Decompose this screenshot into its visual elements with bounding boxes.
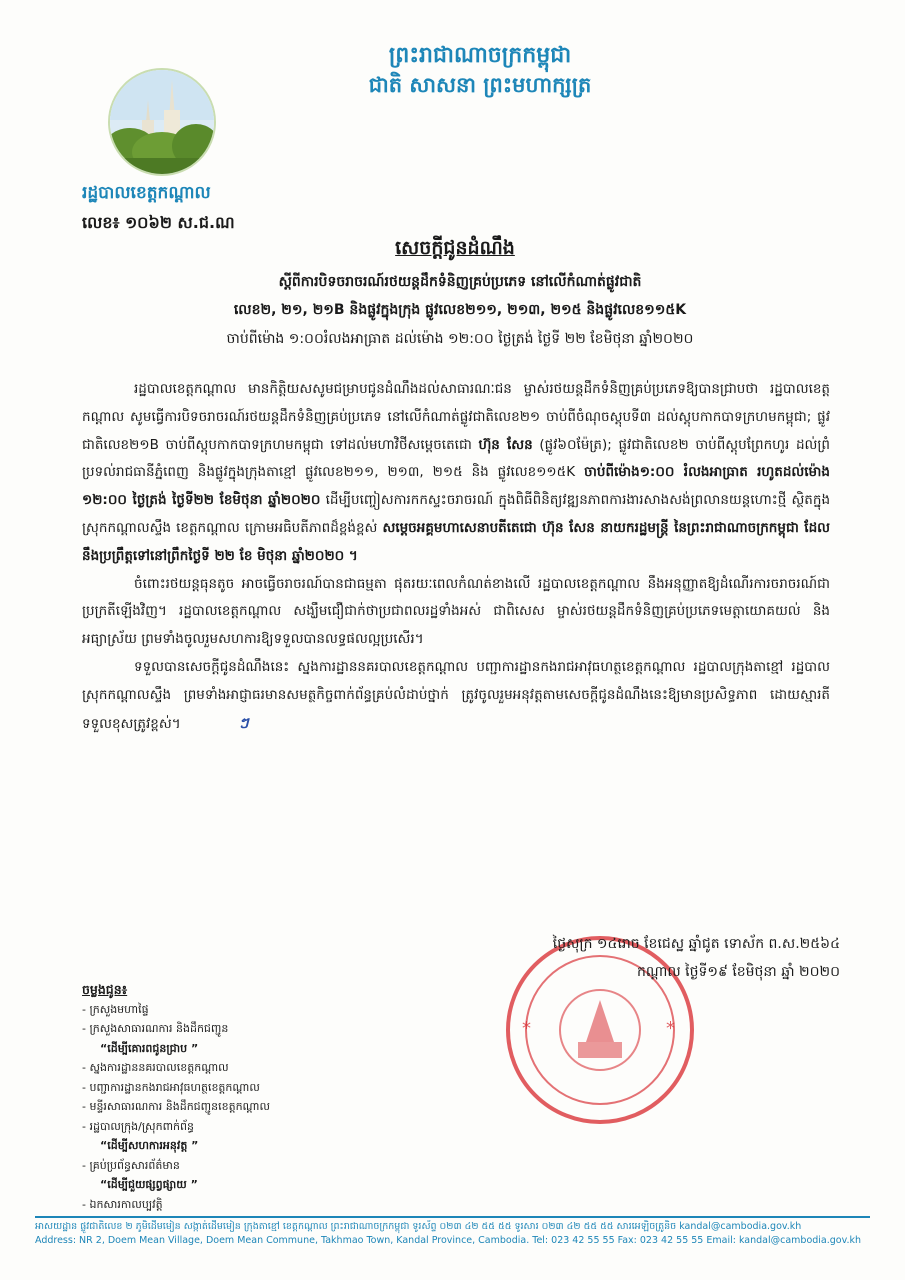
p1-bold-name: ហ៊ុន សែន bbox=[478, 436, 533, 453]
kingdom-name: ព្រះរាជាណាចក្រកម្ពុជា bbox=[388, 42, 572, 68]
paragraph-2: ចំពោះរថយន្តធុនតូច អាចធ្វើចរាចរណ៍បានជាធម្មតា ផុតរយៈពេលកំណត់ខាងលើ រដ្ឋបាលខេត្តកណ្ដាល នឹងអនុញ្ញាតឱ្យដំណើរការចរាចរណ៍ជាប្រក្រតីឡើងវិញ។ រដ្ឋបាលខេត្តកណ្ដាល សង្ឃឹមជឿជាក់ថាប្រជាពលរដ្ឋទាំងអស់ ជាពិសេស ម្ចាស់រថយន្តដឹកទំនិញគ្រប់ប្រភេទមេត្តាយោគយល់ និងអធ្យាស្រ័យ ព្រមទាំងចូលរួមសហការឱ្យទទួលបានលទ្ធផលល្អប្រសើរ។ bbox=[82, 575, 830, 648]
p1-bold-time: ចាប់ពីម៉ោង១:០០ រំលងអាធ្រាត រហូតដល់ម៉ោង ១២:០០ ថ្ងៃត្រង់ ថ្ងៃទី២២ ខែមិថុនា ឆ្នាំ២០២០ bbox=[82, 464, 830, 509]
kingdom-motto bbox=[330, 40, 630, 100]
footer-divider bbox=[35, 1216, 870, 1218]
p1-bold-presider: សម្ដេចអគ្គមហាសេនាបតីតេជោ ហ៊ុន សែន នាយករដ្ឋមន្ត្រី នៃព្រះរាជាណាចក្រកម្ពុជា ដែលនឹងប្រព្រឹត្តទៅនៅព្រឹកថ្ងៃទី ២២ ខែ មិថុនា ឆ្នាំ២០២០ ។ bbox=[82, 519, 830, 564]
pagoda-logo-icon bbox=[110, 70, 214, 174]
solar-date: កណ្ដាល ថ្ងៃទី១៩ ខែមិថុនា ឆ្នាំ ២០២០ bbox=[636, 964, 840, 980]
footer-address bbox=[35, 1220, 870, 1248]
distribution-item: - ក្រសួងមហាផ្ទៃ bbox=[82, 1000, 412, 1020]
p1-text-2: (ផ្លូវ៦០ម៉ែត្រ); ផ្លូវជាតិលេខ២ ចាប់ពីស្តុបព្រែកហូរ ដល់ព្រំប្រទល់រាជធានីភ្នំពេញ និងផ្លូវក្នុងក្រុងតាខ្មៅ ផ្លូវលេខ២១១, ២១៣, ២១៥ និង ផ្លូវលេខ១១៥K bbox=[82, 436, 830, 481]
notice-subject bbox=[120, 268, 800, 324]
distribution-item: - ស្នងការដ្ឋាននគរបាលខេត្តកណ្ដាល bbox=[82, 1058, 412, 1078]
lunar-date: ថ្ងៃសុក្រ ១៤រោច ខែជេស្ឋ ឆ្នាំជូត ទោស័ក ព.ស.២៥៦៤ bbox=[552, 936, 840, 952]
initial-mark: ៗ bbox=[238, 713, 249, 732]
paragraph-1 bbox=[82, 376, 830, 571]
distribution-note: “ ដើម្បីជួយផ្សព្វផ្សាយ ” bbox=[82, 1175, 412, 1195]
notice-title: សេចក្ដីជូនដំណឹង bbox=[395, 237, 515, 259]
svg-text:*: * bbox=[522, 1018, 531, 1039]
p1-text-1: រដ្ឋបាលខេត្តកណ្ដាល មានកិត្តិយសសូមជម្រាបជូនដំណឹងដល់សាធារណៈជន ម្ចាស់រថយន្តដឹកទំនិញគ្រប់ប្រភេទឱ្យបានជ្រាបថា រដ្ឋបាលខេត្តកណ្ដាល សូមធ្វើការបិទចរាចរណ៍រថយន្តដឹកទំនិញគ្រប់ប្រភេទ នៅលើកំណាត់ផ្លូវជាតិលេខ២១ ចាប់ពីចំណុចស្តុបទី៣ ដល់ស្តុបកាកបាទក្រហមកម្ពុជា; ផ្លូវជាតិលេខ២១B ចាប់ពីស្តុបកាកបាទក្រហមកម្ពុជា ទៅដល់មហាវិថីសម្ដេចតេជោ bbox=[82, 381, 830, 453]
distribution-item: - គ្រប់ប្រព័ន្ធសារព័ត៌មាន bbox=[82, 1156, 412, 1176]
paragraph-3 bbox=[82, 654, 830, 738]
p1-text-3: ដើម្បីបញ្ចៀសការកកស្ទះចរាចរណ៍ ក្នុងពិធីពិនិត្យវឌ្ឍនភាពការងារសាងសង់ព្រលានយន្តហោះថ្មី ស្ថិតក្នុងស្រុកកណ្ដាលស្ទឹង ខេត្តកណ្ដាល ក្រោមអធិបតីភាពដ៏ខ្ពង់ខ្ពស់ bbox=[82, 492, 831, 536]
distribution-note: “ ដើម្បីគោរពជូនជ្រាប ” bbox=[82, 1039, 412, 1059]
footer-address-khmer: អាសយដ្ឋាន ផ្លូវជាតិលេខ ២ ភូមិដើមមៀន សង្កាត់ដើមមៀន ក្រុងតាខ្មៅ ខេត្តកណ្ដាល ព្រះរាជាណាចក្រកម្ពុជា ទូរស័ព្ទ ០២៣ ៤២ ៥៥ ៥៥ ទូរសារ ០២៣ ៤២ ៥៥ ៥៥ សារអេឡិចត្រូនិច kandal@cambodia.gov.kh bbox=[35, 1221, 802, 1232]
nation-motto: ជាតិ សាសនា ព្រះមហាក្សត្រ bbox=[368, 72, 592, 97]
notice-subject-line1: ស្ដីពីការបិទចរាចរណ៍រថយន្តដឹកទំនិញគ្រប់ប្រភេទ នៅលើកំណាត់ផ្លូវជាតិ bbox=[278, 274, 642, 290]
distribution-heading: ចម្លងជូន៖ bbox=[82, 982, 128, 997]
p3-text: ទទួលបានសេចក្ដីជូនដំណឹងនេះ ស្នងការដ្ឋាននគរបាលខេត្តកណ្ដាល បញ្ជាការដ្ឋានកងរាជអាវុធហត្ថខេត្តកណ្ដាល រដ្ឋបាលក្រុងតាខ្មៅ រដ្ឋបាលស្រុកកណ្ដាលស្ទឹង ព្រមទាំងអាជ្ញាធរមានសមត្ថកិច្ចពាក់ព័ន្ធគ្រប់លំដាប់ថ្នាក់ ត្រូវចូលរួមអនុវត្តតាមសេចក្ដីជូនដំណឹងនេះឱ្យមានប្រសិទ្ធភាព ដោយស្មារតីទទួលខុសត្រូវខ្ពស់។ bbox=[82, 658, 830, 732]
footer-address-english: Address: NR 2, Doem Mean Village, Doem Mean Commune, Takhmao Town, Kandal Province, Cambodia. Tel: 023 42 55 55 Fax: 023 42 55 55 Email: kandal@cambodia.gov.kh bbox=[35, 1235, 862, 1246]
distribution-item: - រដ្ឋបាលក្រុង/ស្រុកពាក់ព័ន្ធ bbox=[82, 1117, 412, 1137]
distribution-item: - ក្រសួងសាធារណការ និងដឹកជញ្ជូន bbox=[82, 1019, 412, 1039]
notice-subject-line2: លេខ២, ២១, ២១B និងផ្លូវក្នុងក្រុង ផ្លូវលេខ២១១, ២១៣, ២១៥ និងផ្លូវលេខ១១៥K bbox=[233, 302, 687, 318]
notice-timeline: ចាប់ពីម៉ោង ១:០០រំលងអាធ្រាត ដល់ម៉ោង ១២:០០ ថ្ងៃត្រង់ ថ្ងៃទី ២២ ខែមិថុនា ឆ្នាំ២០២០ bbox=[226, 331, 694, 347]
distribution-list bbox=[82, 980, 412, 1214]
notice-body bbox=[82, 376, 830, 738]
svg-text:*: * bbox=[666, 1018, 675, 1039]
reference-number: លេខ៖ ១០៦២ ស.ជ.ណ bbox=[82, 213, 235, 232]
distribution-item: - បញ្ជាការដ្ឋានកងរាជអាវុធហត្ថខេត្តកណ្ដាល bbox=[82, 1078, 412, 1098]
signature-date bbox=[420, 930, 840, 986]
distribution-item: - មន្ទីរសាធារណការ និងដឹកជញ្ជូនខេត្តកណ្ដាល bbox=[82, 1097, 412, 1117]
distribution-item: - ឯកសារកាលប្បវត្តិ bbox=[82, 1195, 412, 1215]
distribution-note: “ ដើម្បីសហការអនុវត្ត ” bbox=[82, 1136, 412, 1156]
provincial-administration-name: រដ្ឋបាលខេត្តកណ្ដាល bbox=[82, 183, 211, 203]
provincial-logo bbox=[110, 70, 214, 174]
